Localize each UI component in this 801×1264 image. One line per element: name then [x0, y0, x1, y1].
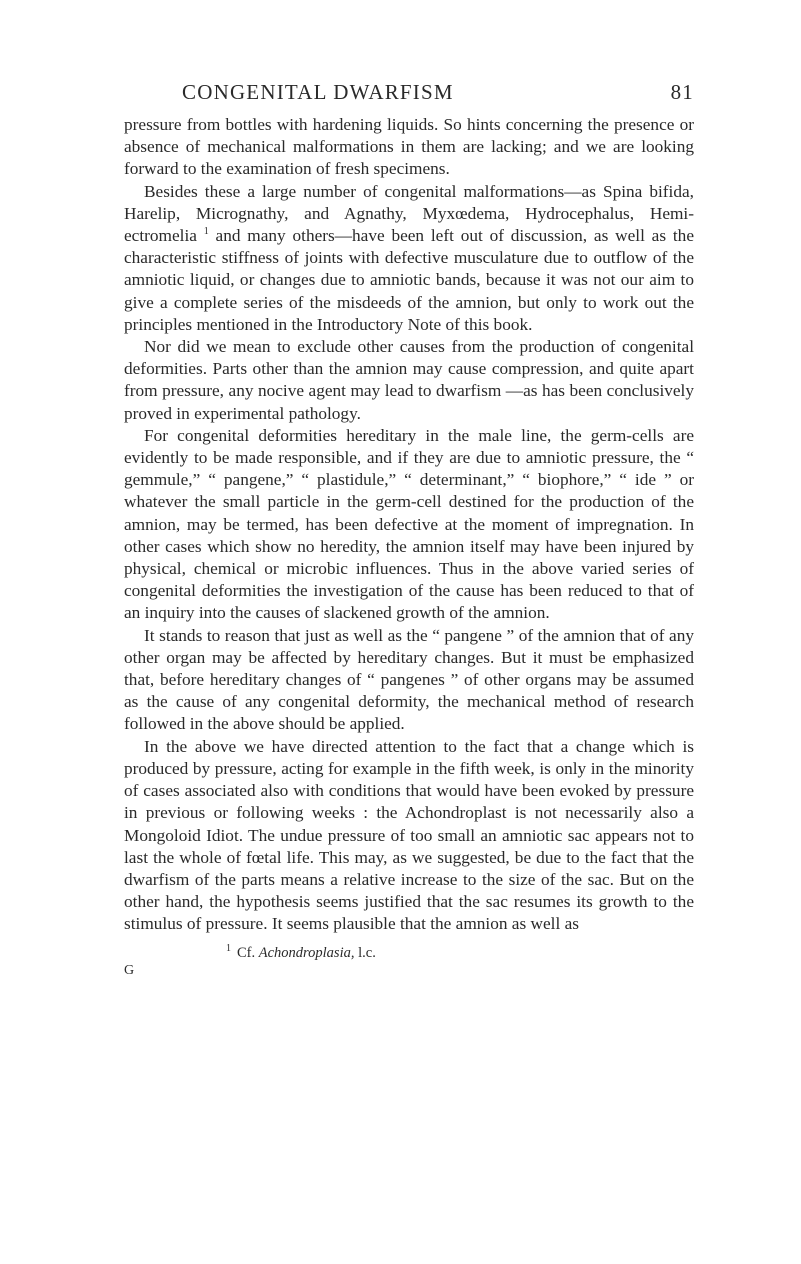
- paragraph-4: For congenital deformities hereditary in the male line, the germ-cells are evidently to be made responsible, and if they are due to amniotic pressure, the “ gemmule,” “ pangene,” “ plastidule,” “ determinant,” “ biophore,” “ ide ” or whatever the small particle in the germ-cell destined for the production of the amnion, may be termed, has been defective at the moment of impregnation. In other cases which show no heredity, the amnion itself may have been injured by physical, chemical or microbic influences. Thus in the above varied series of congenital deformities the investigation of the cause has been reduced to that of an inquiry into the causes of slackened growth of the amnion.: [124, 425, 694, 623]
- running-title: CONGENITAL DWARFISM: [182, 80, 454, 104]
- book-page: [124, 80, 694, 979]
- page-number: 81: [670, 80, 694, 104]
- footnote-reference[interactable]: 1: [203, 226, 209, 238]
- footnote: $^1$ Cf. Achondroplasia, l.c.: [226, 942, 376, 961]
- paragraph-5: It stands to reason that just as well as the “ pangene ” of the amnion that of any other organ may be affected by hereditary changes. But it must be emphasized that, before hereditary changes of “ pangenes ” of other organs may be assumed as the cause of any congenital deformity, the mechanical method of research followed in the above should be applied.: [124, 625, 694, 734]
- paragraph-1: pressure from bottles with hardening liquids. So hints concerning the presence or absence of mechanical malformations in them are lacking; and we are looking forward to the examination of fresh specimens.: [124, 115, 694, 179]
- footnote-citation: Achondroplasia,: [258, 944, 355, 961]
- signature-mark: G: [124, 963, 135, 979]
- paragraph-2: Besides these a large number of congenital malformations—as Spina bifida, Harelip, Micrognathy, and Agnathy, Myxœdema, Hydrocephalus, Hemi-ectromelia $^1$ and many others—have been left out of discussion, as well as the characteristic stiffness of joints with defective musculature due to outflow of the amniotic liquid, or changes due to amniotic bands, because it was not our aim to give a complete series of the misdeeds of the amnion, but only to work out the principles mentioned in the Introductory Note of this book.: [124, 181, 694, 334]
- paragraph-3: Nor did we mean to exclude other causes from the production of congenital deformities. Parts other than the amnion may cause compression, and quite apart from pressure, any nocive agent may lead to dwarfism —as has been conclusively proved in experimental pathology.: [124, 337, 694, 423]
- paragraph-6: In the above we have directed attention to the fact that a change which is produced by pressure, acting for example in the fifth week, is only in the minority of cases associated also with conditions that would have been evoked by pressure in previous or following weeks : the Achondroplast is not necessarily also a Mongoloid Idiot. The undue pressure of too small an amniotic sac appears not to last the whole of fœtal life. This may, as we suggested, be due to the fact that the dwarfism of the parts means a relative increase to the size of the sac. But on the other hand, the hypothesis seems justified that the sac resumes its growth to the stimulus of pressure. It seems plausible that the amnion as well as: [124, 736, 694, 934]
- running-head: [124, 80, 694, 114]
- footnote-mark: 1: [226, 942, 231, 954]
- body-text: [124, 114, 694, 936]
